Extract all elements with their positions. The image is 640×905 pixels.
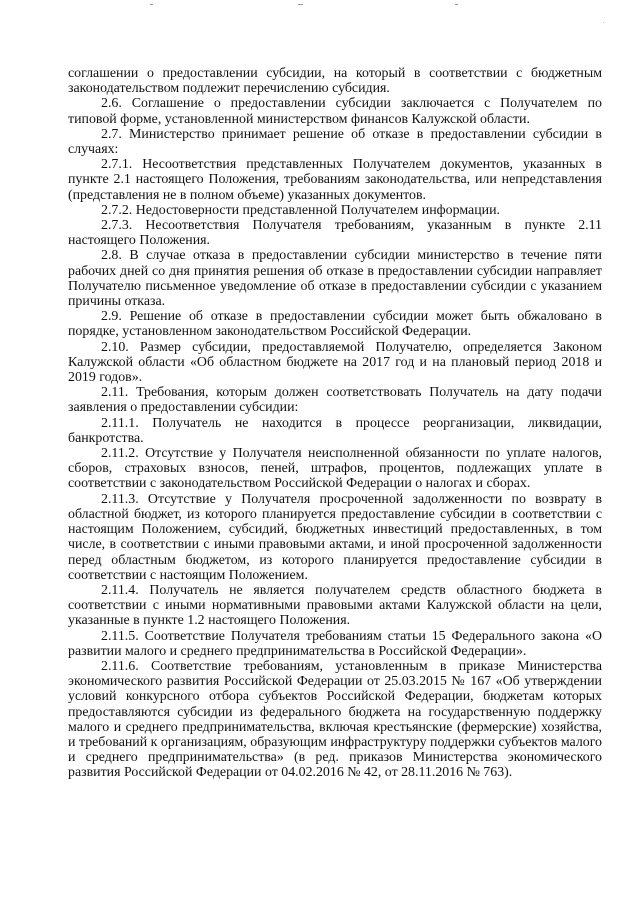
paragraph-2-11-6: 2.11.6. Соответствие требованиям, установленным в приказе Министерства экономического развития Российской Федерации от 25.03.2015 № 167 «Об утверждении условий конкурсного отбора субъектов Российской Федерации, бюджетам которых предоставляются субсидии из федерального бюджета на государственную поддержку малого и среднего предпринимательства, включая крестьянские (фермерские) хозяйства, и требований к организациям, образующим инфраструктуру поддержки субъектов малого и среднего предпринимательства» (в ред. приказов Министерства экономического развития Российской Федерации от 04.02.2016 № 42, от 28.11.2016 № 763). bbox=[68, 658, 602, 781]
paragraph-2-11-1: 2.11.1. Получатель не находится в процессе реорганизации, ликвидации, банкротства. bbox=[68, 415, 602, 446]
paragraph-2-8: 2.8. В случае отказа в предоставлении субсидии министерство в течение пяти рабочих дней со дня принятия решения об отказе в предоставлении субсидии направляет Получателю письменное уведомление об отказе в предоставлении субсидии с указанием причины отказа. bbox=[68, 248, 602, 310]
paragraph-2-10: 2.10. Размер субсидии, предоставляемой Получателю, определяется Законом Калужской области «Об областном бюджете на 2017 год и на плановый период 2018 и 2019 годов». bbox=[68, 339, 602, 386]
paragraph-2-6: 2.6. Соглашение о предоставлении субсидии заключается с Получателем по типовой форме, установленной министерством финансов Калужской области. bbox=[68, 96, 602, 127]
paragraph-2-11-2: 2.11.2. Отсутствие у Получателя неисполненной обязанности по уплате налогов, сборов, страховых взносов, пеней, штрафов, процентов, подлежащих уплате в соответствии с законодательством Российской Федерации о налогах и сборах. bbox=[68, 446, 602, 492]
paragraph-2-9: 2.9. Решение об отказе в предоставлении субсидии может быть обжаловано в порядке, установленном законодательством Российской Федерации. bbox=[68, 309, 602, 340]
paragraph-2-11: 2.11. Требования, которым должен соответствовать Получатель на дату подачи заявления о предоставлении субсидии: bbox=[68, 385, 602, 416]
paragraph-2-7-2: 2.7.2. Недостоверности представленной Получателем информации. bbox=[101, 202, 500, 218]
scan-dot bbox=[603, 22, 604, 23]
paragraph-2-7: 2.7. Министерство принимает решение об отказе в предоставлении субсидии в случаях: bbox=[68, 126, 602, 158]
paragraph-2-11-3: 2.11.3. Отсутствие у Получателя просроченной задолженности по возврату в областной бюджет, из которого планируется предоставление субсидии в соответствии с настоящим Положением, субсидий, бюджетных инвестиций предоставленных, в том числе, в соответствии с иными правовыми актами, и иной просроченной задолженности перед областным бюджетом, из которого планируется предоставление субсидии в соответствии с настоящим Положением. bbox=[68, 491, 602, 583]
scan-artifact-left bbox=[150, 4, 153, 5]
scan-artifact-right bbox=[455, 4, 458, 5]
paragraph-continuation: соглашении о предоставлении субсидии, на который в соответствии с бюджетным законодательством подлежит перечислению субсидия. bbox=[68, 66, 602, 97]
paragraph-2-11-4: 2.11.4. Получатель не является получателем средств областного бюджета в соответствии с иными нормативными правовыми актами Калужской области на цели, указанные в пункте 1.2 настоящего Положения. bbox=[68, 582, 602, 629]
paragraph-2-7-1: 2.7.1. Несоответствия представленных Получателем документов, указанных в пункте 2.1 настоящего Положения, требованиям законодательства, или непредставления (представления не в полном объеме) указанных документов. bbox=[68, 157, 602, 203]
document-body bbox=[68, 66, 602, 781]
paragraph-2-11-5: 2.11.5. Соответствие Получателя требованиям статьи 15 Федерального закона «О развитии малого и среднего предпринимательства в Российской Федерации». bbox=[68, 628, 602, 659]
scan-artifact-center bbox=[298, 4, 303, 5]
paragraph-2-7-3: 2.7.3. Несоответствия Получателя требованиям, указанным в пункте 2.11 настоящего Положения. bbox=[68, 218, 602, 249]
